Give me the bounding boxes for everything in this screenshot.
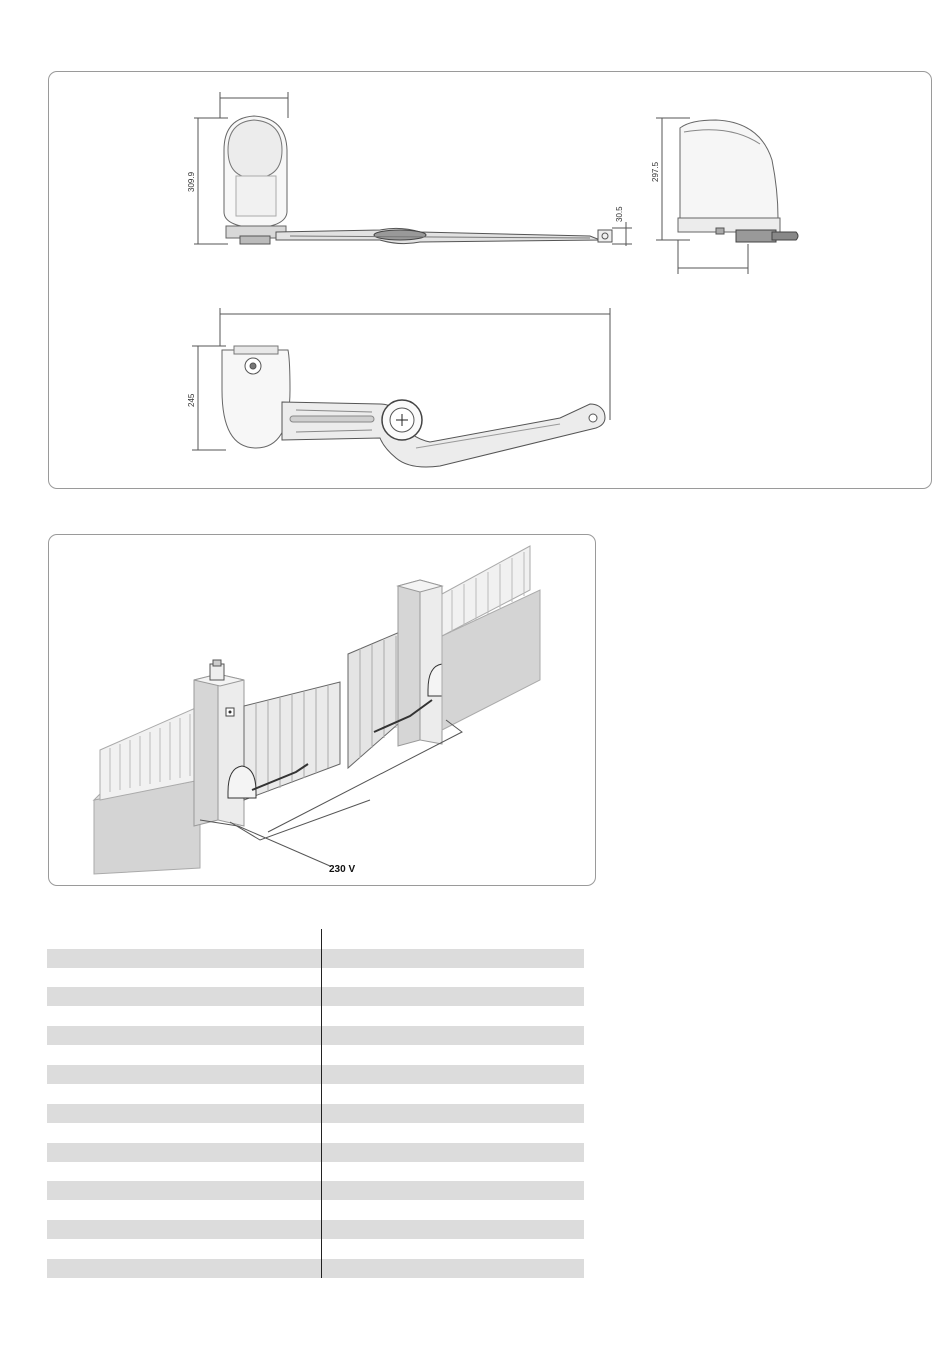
table-row (47, 1104, 584, 1123)
table-row (47, 987, 584, 1006)
top-depth-label: 245 (187, 393, 196, 407)
dimension-drawings (0, 0, 950, 520)
top-view (192, 308, 610, 467)
table-row (47, 1143, 584, 1162)
installation-panel (48, 534, 596, 886)
table-row (47, 1181, 584, 1200)
front-height-label: 309.9 (187, 171, 196, 192)
arm-height-label: 30.5 (615, 206, 624, 222)
table-row (47, 1259, 584, 1278)
table-row (47, 1220, 584, 1239)
table-row (47, 1026, 584, 1045)
voltage-label: 230 V (329, 864, 356, 875)
side-height-label: 297.5 (651, 161, 660, 182)
front-view (194, 92, 632, 246)
spec-table (47, 929, 584, 1278)
table-row (47, 949, 584, 968)
column-divider (321, 929, 322, 1278)
side-view (656, 118, 798, 274)
table-row (47, 1065, 584, 1084)
